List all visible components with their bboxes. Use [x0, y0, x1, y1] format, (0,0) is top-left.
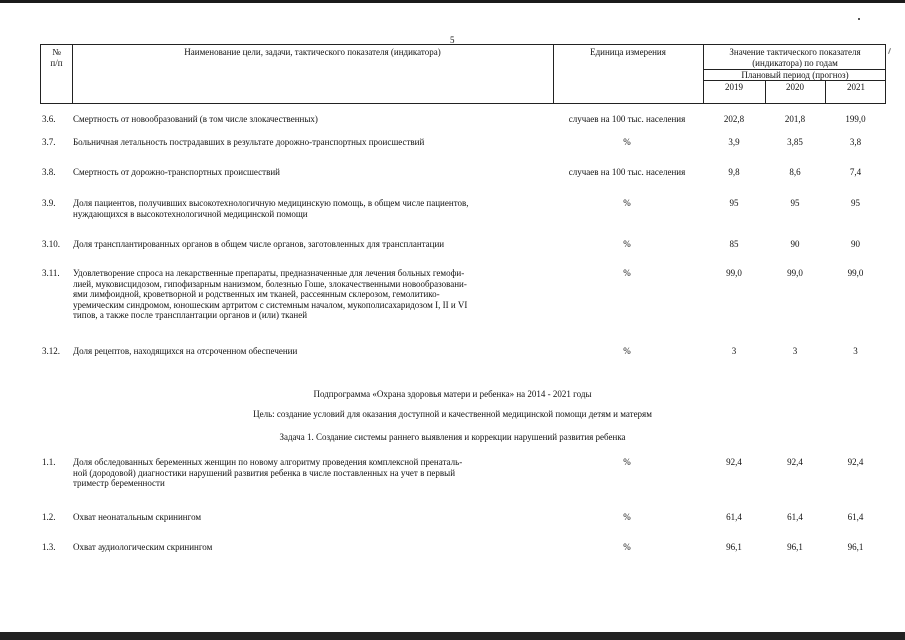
- row-value-2021: 99,0: [847, 268, 864, 278]
- header-value-line: (индикатора) по годам: [752, 58, 838, 68]
- row-value-2019: 3,9: [728, 137, 740, 147]
- row-name-line: Охват неонатальным скринингом: [73, 512, 202, 522]
- row-value-2020: 95: [790, 198, 800, 208]
- row-name-line: нуждающихся в высокотехнологичной медицинской помощи: [73, 208, 308, 219]
- row-number: 3.9.: [42, 198, 56, 208]
- row-value-2020: 61,4: [787, 512, 803, 522]
- row-value-2019: 99,0: [726, 268, 742, 278]
- row-value-2021: 3,8: [849, 137, 862, 147]
- row-number: 3.12.: [42, 346, 60, 356]
- row-value-2020: 90: [790, 239, 800, 249]
- row-value-2020: 96,1: [787, 542, 803, 552]
- row-value-2021: 199,0: [845, 114, 866, 124]
- row-name: [73, 198, 550, 219]
- row-unit: случаев на 100 тыс. населения: [568, 167, 686, 177]
- row-name-line: Смертность от новообразований (в том числе злокачественных): [73, 114, 318, 124]
- header-year: 2021: [847, 82, 865, 92]
- row-name: [73, 167, 550, 178]
- row-unit: случаев на 100 тыс. населения: [568, 114, 686, 124]
- subprogram-task: Задача 1. Создание системы раннего выявления и коррекции нарушений развития ребенка: [279, 432, 626, 442]
- row-unit: %: [623, 512, 631, 522]
- row-name-line: Больничная летальность пострадавших в результате дорожно-транспортных происшествий: [73, 137, 425, 147]
- page-number: 5: [450, 35, 455, 45]
- row-name-line: Доля обследованных беременных женщин по новому алгоритму проведения комплексной пренаталь-: [73, 457, 463, 467]
- row-name: [73, 346, 550, 357]
- row-value-2021: 92,4: [847, 457, 864, 467]
- row-name-line: Доля трансплантированных органов в общем числе органов, заготовленных для трансплантации: [73, 239, 445, 249]
- row-value-2019: 9,8: [728, 167, 740, 177]
- row-unit: %: [623, 268, 631, 278]
- row-number: 3.11.: [42, 268, 60, 278]
- row-number: 3.10.: [42, 239, 60, 249]
- row-name: [73, 512, 550, 523]
- row-name-line: лией, муковисцидозом, гипофизарным нанизмом, болезнью Гоше, злокачественными новообразовани-: [73, 278, 467, 289]
- header-value-line: Значение тактического показателя: [729, 47, 861, 57]
- header-period: Плановый период (прогноз): [741, 70, 849, 80]
- header-num-line: п/п: [50, 58, 63, 68]
- row-value-2019: 3: [731, 346, 737, 356]
- row-value-2020: 201,8: [784, 114, 806, 124]
- row-value-2019: 92,4: [726, 457, 742, 467]
- row-name-line: ями лимфоидной, кроветворной и родственных им тканей, рассеянным склерозом, гемолитико-: [73, 289, 440, 299]
- row-name: [73, 457, 550, 489]
- row-name: [73, 137, 550, 148]
- row-name-line: уремическим синдромом, юношеским артритом с системным началом, мукополисахаридозом I, II и VI: [73, 299, 468, 310]
- row-number: 3.7.: [42, 137, 56, 147]
- row-number: 3.6.: [42, 114, 56, 124]
- table-header: [40, 44, 886, 104]
- row-number: 3.8.: [42, 167, 56, 177]
- row-value-2019: 85: [729, 239, 739, 249]
- row-value-2021: 61,4: [847, 512, 864, 522]
- row-value-2020: 8,6: [789, 167, 801, 177]
- row-value-2020: 3,85: [787, 137, 803, 147]
- row-value-2021: 95: [851, 198, 860, 208]
- header-num: [41, 47, 72, 69]
- scan-artifact: [888, 48, 891, 54]
- header-unit: Единица измерения: [590, 47, 666, 57]
- row-value-2020: 99,0: [787, 268, 803, 278]
- header-num-line: №: [52, 47, 61, 57]
- row-value-2019: 95: [729, 198, 739, 208]
- header-year: 2019: [725, 82, 743, 92]
- row-name-line: типов, а также после трансплантации органов и (или) тканей: [73, 310, 308, 320]
- row-name-line: Охват аудиологическим скринингом: [73, 542, 213, 552]
- row-value-2020: 92,4: [787, 457, 803, 467]
- row-value-2021: 96,1: [847, 542, 864, 552]
- row-value-2021: 3: [853, 346, 858, 356]
- scan-bottom-border: [0, 632, 905, 640]
- row-name: [73, 268, 550, 321]
- subprogram-title: Подпрограмма «Охрана здоровья матери и ребенка» на 2014 - 2021 годы: [313, 389, 592, 399]
- row-value-2021: 90: [851, 239, 860, 249]
- row-name-line: Доля рецептов, находящихся на отсроченном обеспечении: [73, 346, 298, 356]
- row-value-2019: 96,1: [726, 542, 742, 552]
- header-name: Наименование цели, задачи, тактического показателя (индикатора): [184, 47, 441, 57]
- row-name: [73, 114, 550, 125]
- scan-artifact: [858, 18, 860, 20]
- row-number: 1.2.: [42, 512, 56, 522]
- row-value-2020: 3: [792, 346, 798, 356]
- row-unit: %: [623, 239, 631, 249]
- row-number: 1.1.: [42, 457, 56, 467]
- subprogram-goal: Цель: создание условий для оказания доступной и качественной медицинской помощи детям и матерям: [253, 409, 652, 419]
- header-value: [703, 47, 887, 69]
- row-name-line: триместр беременности: [73, 478, 165, 488]
- row-name-line: Смертность от дорожно-транспортных происшествий: [73, 167, 280, 177]
- row-name: [73, 239, 550, 250]
- row-name-line: Доля пациентов, получивших высокотехнологичную медицинскую помощь, в общем числе пациентов,: [73, 198, 469, 208]
- row-unit: %: [623, 542, 631, 552]
- row-unit: %: [623, 198, 631, 208]
- row-value-2019: 61,4: [726, 512, 742, 522]
- row-name-line: Удовлетворение спроса на лекарственные препараты, предназначенные для лечения больных гемофи-: [73, 268, 465, 278]
- row-name: [73, 542, 550, 553]
- row-unit: %: [623, 346, 631, 356]
- row-number: 1.3.: [42, 542, 56, 552]
- row-unit: %: [623, 457, 631, 467]
- header-year: 2020: [786, 82, 804, 92]
- scan-top-border: [0, 0, 905, 3]
- row-value-2021: 7,4: [849, 167, 862, 177]
- row-unit: %: [623, 137, 631, 147]
- row-name-line: ной (дородовой) диагностики нарушений развития ребенка в числе поставленных на учет в первый: [73, 467, 456, 478]
- row-value-2019: 202,8: [723, 114, 745, 124]
